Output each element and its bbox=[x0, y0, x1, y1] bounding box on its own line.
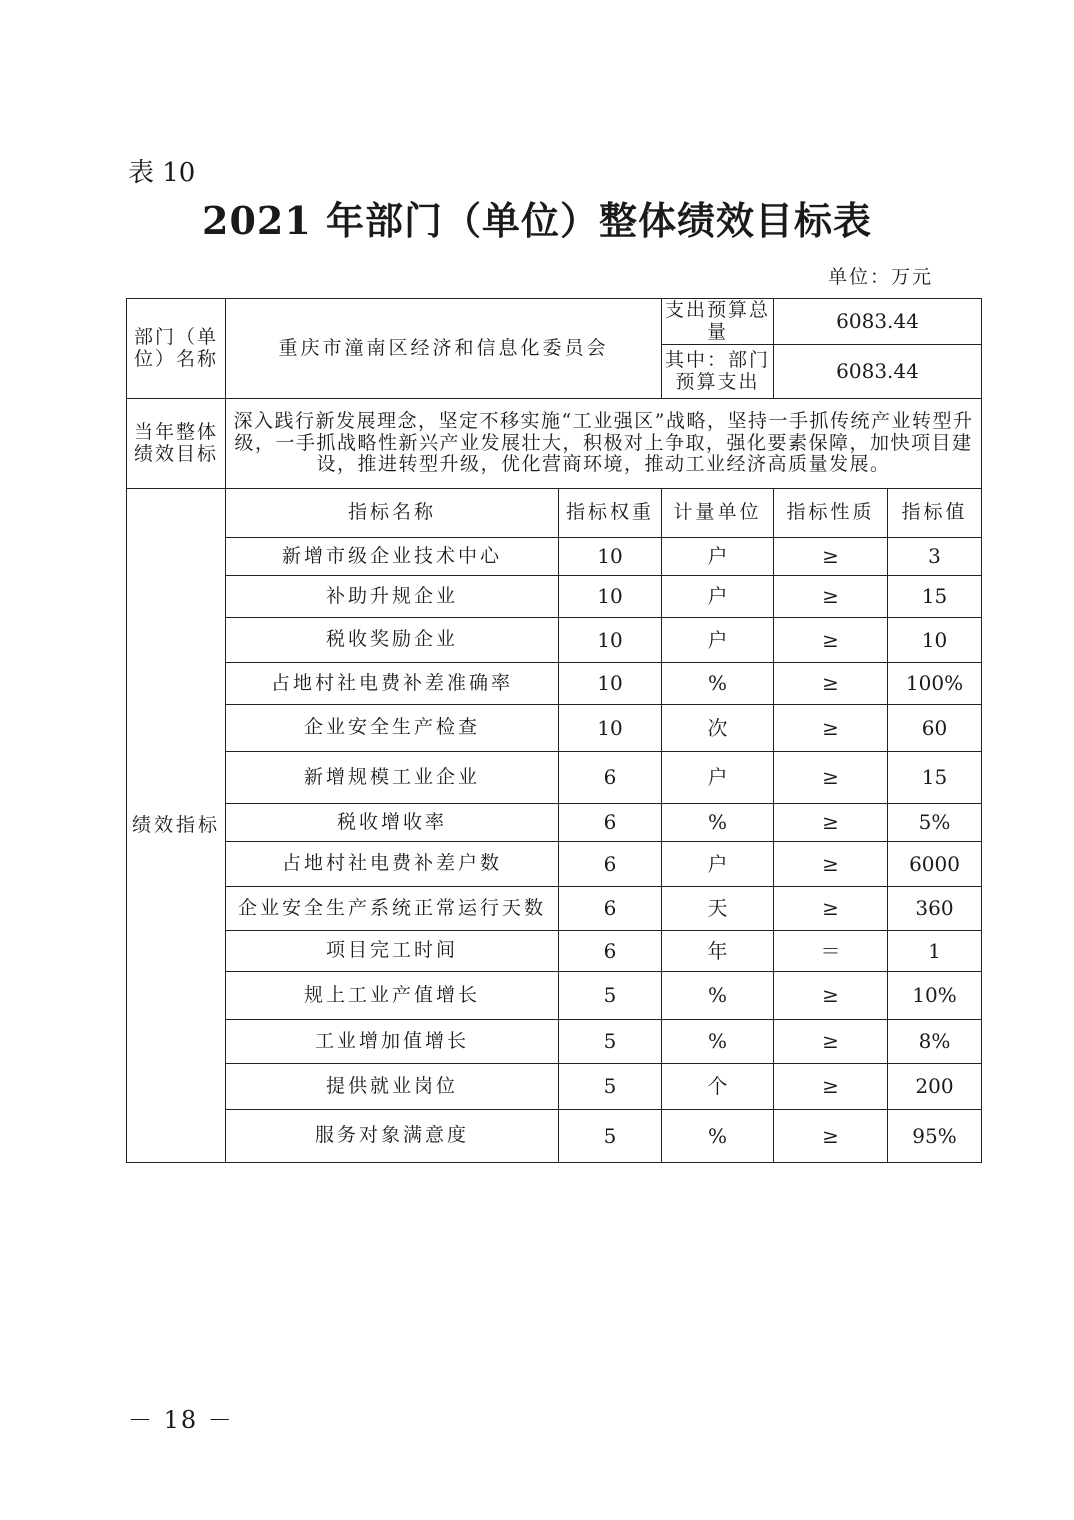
cell-nature: ≥ bbox=[774, 576, 888, 618]
cell-nature: ≥ bbox=[774, 752, 888, 804]
cell-value: 10 bbox=[888, 618, 982, 663]
cell-weight: 10 bbox=[559, 618, 662, 663]
budget-total-label: 支出预算总量 bbox=[662, 299, 774, 345]
cell-weight: 10 bbox=[559, 576, 662, 618]
cell-weight: 6 bbox=[559, 752, 662, 804]
table-row bbox=[127, 1064, 982, 1110]
cell-unit: 户 bbox=[662, 618, 774, 663]
table-row bbox=[127, 618, 982, 663]
table-row bbox=[127, 842, 982, 887]
cell-weight: 5 bbox=[559, 972, 662, 1020]
table-row bbox=[127, 538, 982, 576]
cell-unit: 户 bbox=[662, 752, 774, 804]
cell-value: 5% bbox=[888, 804, 982, 842]
cell-nature: ≥ bbox=[774, 972, 888, 1020]
cell-nature: ≥ bbox=[774, 705, 888, 752]
cell-nature: ＝ bbox=[774, 931, 888, 972]
cell-unit: 户 bbox=[662, 842, 774, 887]
cell-unit: 次 bbox=[662, 705, 774, 752]
table-row bbox=[127, 1020, 982, 1064]
indicator-header-row bbox=[127, 489, 982, 538]
col-header-value: 指标值 bbox=[888, 489, 982, 538]
cell-value: 8% bbox=[888, 1020, 982, 1064]
col-header-unit: 计量单位 bbox=[662, 489, 774, 538]
cell-name: 工业增加值增长 bbox=[226, 1020, 559, 1064]
cell-value: 15 bbox=[888, 752, 982, 804]
budget-dept-label: 其中：部门预算支出 bbox=[662, 345, 774, 399]
cell-unit: 户 bbox=[662, 538, 774, 576]
goal-text: 深入践行新发展理念，坚定不移实施“工业强区”战略，坚持一手抓传统产业转型升级，一手抓战略性新兴产业发展壮大，积极对上争取，强化要素保障，加快项目建设，推进转型升级，优化营商环境，推动工业经济高质量发展。 bbox=[226, 399, 982, 489]
cell-value: 60 bbox=[888, 705, 982, 752]
cell-unit: % bbox=[662, 663, 774, 705]
cell-unit: 天 bbox=[662, 887, 774, 931]
cell-weight: 5 bbox=[559, 1064, 662, 1110]
table-row bbox=[127, 972, 982, 1020]
cell-nature: ≥ bbox=[774, 663, 888, 705]
col-header-name: 指标名称 bbox=[226, 489, 559, 538]
cell-name: 税收奖励企业 bbox=[226, 618, 559, 663]
dept-name: 重庆市潼南区经济和信息化委员会 bbox=[226, 299, 662, 399]
cell-name: 新增市级企业技术中心 bbox=[226, 538, 559, 576]
cell-nature: ≥ bbox=[774, 887, 888, 931]
table-row bbox=[127, 576, 982, 618]
indicator-section-label: 绩效指标 bbox=[127, 489, 226, 1163]
cell-name: 企业安全生产系统正常运行天数 bbox=[226, 887, 559, 931]
cell-unit: % bbox=[662, 804, 774, 842]
cell-weight: 10 bbox=[559, 663, 662, 705]
dept-label: 部门（单位）名称 bbox=[127, 299, 226, 399]
cell-value: 360 bbox=[888, 887, 982, 931]
cell-weight: 6 bbox=[559, 887, 662, 931]
table-row bbox=[127, 931, 982, 972]
goal-label: 当年整体绩效目标 bbox=[127, 399, 226, 489]
cell-name: 规上工业产值增长 bbox=[226, 972, 559, 1020]
cell-value: 1 bbox=[888, 931, 982, 972]
cell-unit: 个 bbox=[662, 1064, 774, 1110]
cell-name: 项目完工时间 bbox=[226, 931, 559, 972]
table-row bbox=[127, 752, 982, 804]
cell-weight: 6 bbox=[559, 804, 662, 842]
cell-value: 200 bbox=[888, 1064, 982, 1110]
cell-name: 税收增收率 bbox=[226, 804, 559, 842]
cell-value: 10% bbox=[888, 972, 982, 1020]
cell-unit: % bbox=[662, 1020, 774, 1064]
cell-nature: ≥ bbox=[774, 1020, 888, 1064]
cell-value: 6000 bbox=[888, 842, 982, 887]
cell-weight: 10 bbox=[559, 705, 662, 752]
budget-total-row bbox=[127, 299, 982, 345]
cell-nature: ≥ bbox=[774, 804, 888, 842]
cell-weight: 6 bbox=[559, 842, 662, 887]
cell-nature: ≥ bbox=[774, 538, 888, 576]
table-row bbox=[127, 887, 982, 931]
cell-name: 服务对象满意度 bbox=[226, 1110, 559, 1163]
table-label: 表 10 bbox=[128, 158, 196, 188]
cell-unit: % bbox=[662, 1110, 774, 1163]
cell-weight: 5 bbox=[559, 1110, 662, 1163]
table-row bbox=[127, 663, 982, 705]
unit-note: 单位：万元 bbox=[828, 266, 934, 288]
cell-value: 95% bbox=[888, 1110, 982, 1163]
cell-nature: ≥ bbox=[774, 1110, 888, 1163]
cell-nature: ≥ bbox=[774, 842, 888, 887]
cell-nature: ≥ bbox=[774, 618, 888, 663]
cell-name: 补助升规企业 bbox=[226, 576, 559, 618]
budget-dept-value: 6083.44 bbox=[774, 345, 982, 399]
table-row bbox=[127, 1110, 982, 1163]
cell-name: 企业安全生产检查 bbox=[226, 705, 559, 752]
cell-value: 100% bbox=[888, 663, 982, 705]
page-title: 2021 年部门（单位）整体绩效目标表 bbox=[202, 198, 872, 243]
cell-name: 提供就业岗位 bbox=[226, 1064, 559, 1110]
table-row bbox=[127, 705, 982, 752]
cell-name: 占地村社电费补差准确率 bbox=[226, 663, 559, 705]
cell-unit: 户 bbox=[662, 576, 774, 618]
cell-unit: 年 bbox=[662, 931, 774, 972]
cell-name: 新增规模工业企业 bbox=[226, 752, 559, 804]
cell-weight: 10 bbox=[559, 538, 662, 576]
cell-weight: 6 bbox=[559, 931, 662, 972]
table-row bbox=[127, 804, 982, 842]
col-header-nature: 指标性质 bbox=[774, 489, 888, 538]
budget-total-value: 6083.44 bbox=[774, 299, 982, 345]
cell-weight: 5 bbox=[559, 1020, 662, 1064]
col-header-weight: 指标权重 bbox=[559, 489, 662, 538]
cell-value: 15 bbox=[888, 576, 982, 618]
cell-unit: % bbox=[662, 972, 774, 1020]
cell-value: 3 bbox=[888, 538, 982, 576]
cell-name: 占地村社电费补差户数 bbox=[226, 842, 559, 887]
cell-nature: ≥ bbox=[774, 1064, 888, 1110]
page-number: － 18 － bbox=[128, 1406, 234, 1434]
performance-table bbox=[126, 298, 982, 1163]
goal-row bbox=[127, 399, 982, 489]
